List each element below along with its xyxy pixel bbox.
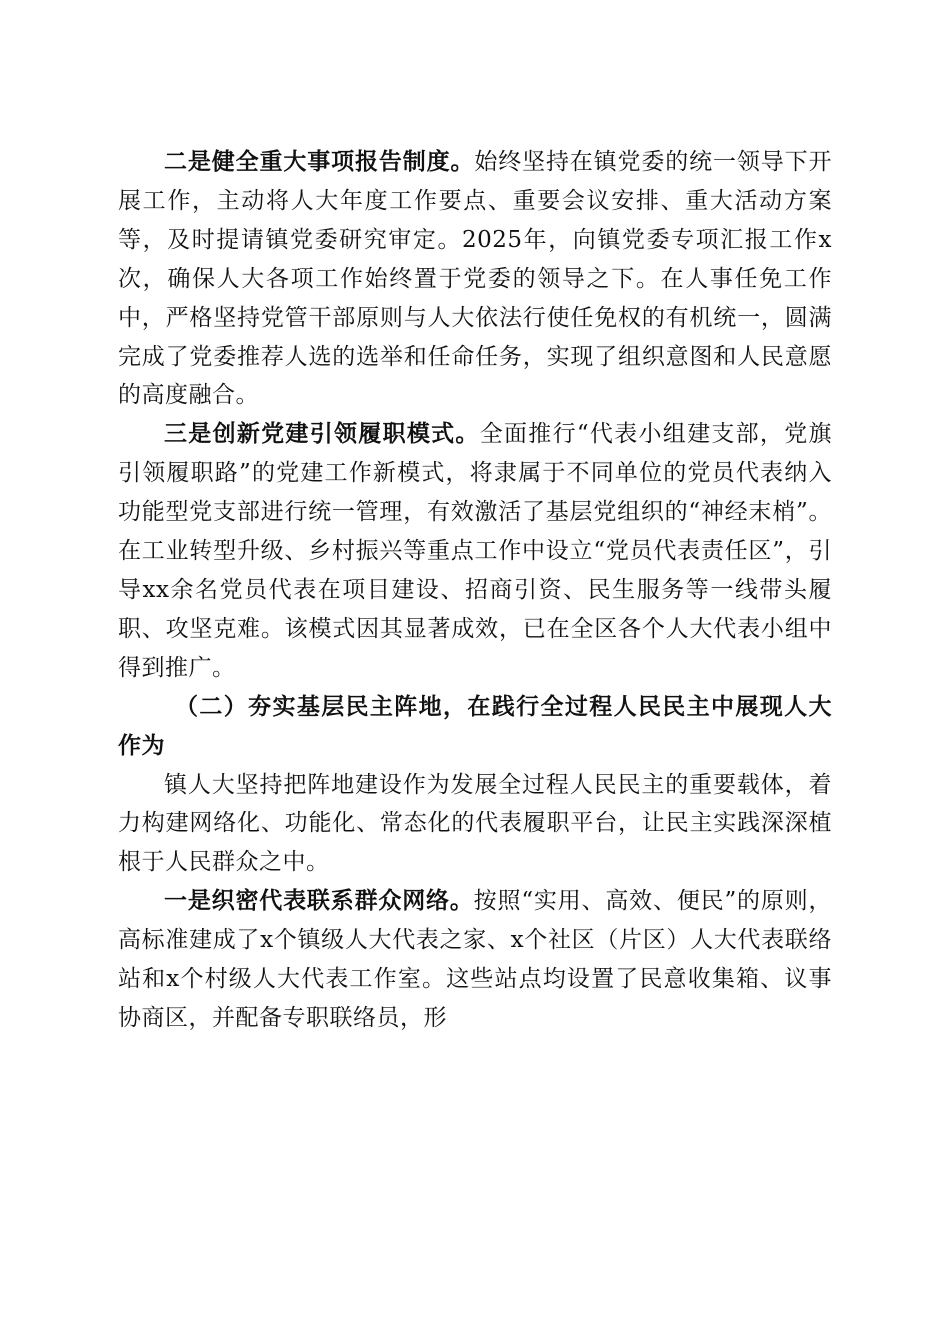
- paragraph-party-building-model: [118, 415, 832, 687]
- paragraph-contact-network: [118, 882, 832, 1038]
- paragraph-text: 始终坚持在镇党委的统一领导下开展工作，主动将人大年度工作要点、重要会议安排、重大活动方案等，及时提请镇党委研究审定。2025年，向镇党委专项汇报工作x次，确保人大各项工作始终置于党委的领导之下。在人事任免工作中，严格坚持党管干部原则与人大依法行使任免权的有机统一，圆满完成了党委推荐人选的选举和任命任务，实现了组织意图和人民意愿的高度融合。: [118, 149, 833, 409]
- paragraph-text: 全面推行“代表小组建支部，党旗引领履职路”的党建工作新模式，将隶属于不同单位的党员代表纳入功能型党支部进行统一管理，有效激活了基层党组织的“神经末梢”。在工业转型升级、乡村振兴等重点工作中设立“党员代表责任区”，引导xx余名党员代表在项目建设、招商引资、民生服务等一线带头履职、攻坚克难。该模式因其显著成效，已在全区各个人大代表小组中得到推广。: [118, 421, 833, 681]
- paragraph-text: 镇人大坚持把阵地建设作为发展全过程人民民主的重要载体，着力构建网络化、功能化、常态化的代表履职平台，让民主实践深深植根于人民群众之中。: [118, 771, 832, 876]
- paragraph-lead: 三是创新党建引领履职模式。: [164, 420, 480, 448]
- paragraph-lead: 一是织密代表联系群众网络。: [164, 887, 474, 915]
- paragraph-lead: 二是健全重大事项报告制度。: [164, 148, 475, 175]
- paragraph-major-matters-report: [118, 143, 832, 415]
- paragraph-section-intro: [118, 766, 832, 883]
- document-body: [118, 143, 832, 1038]
- section-heading: （二）夯实基层民主阵地，在践行全过程人民民主中展现人大作为: [118, 692, 832, 759]
- paragraph-text: 按照“实用、高效、便民”的原则，高标准建成了x个镇级人大代表之家、x个社区（片区）人大代表联络站和x个村级人大代表工作室。这些站点均设置了民意收集箱、议事协商区，并配备专职联络员，形: [118, 888, 832, 1031]
